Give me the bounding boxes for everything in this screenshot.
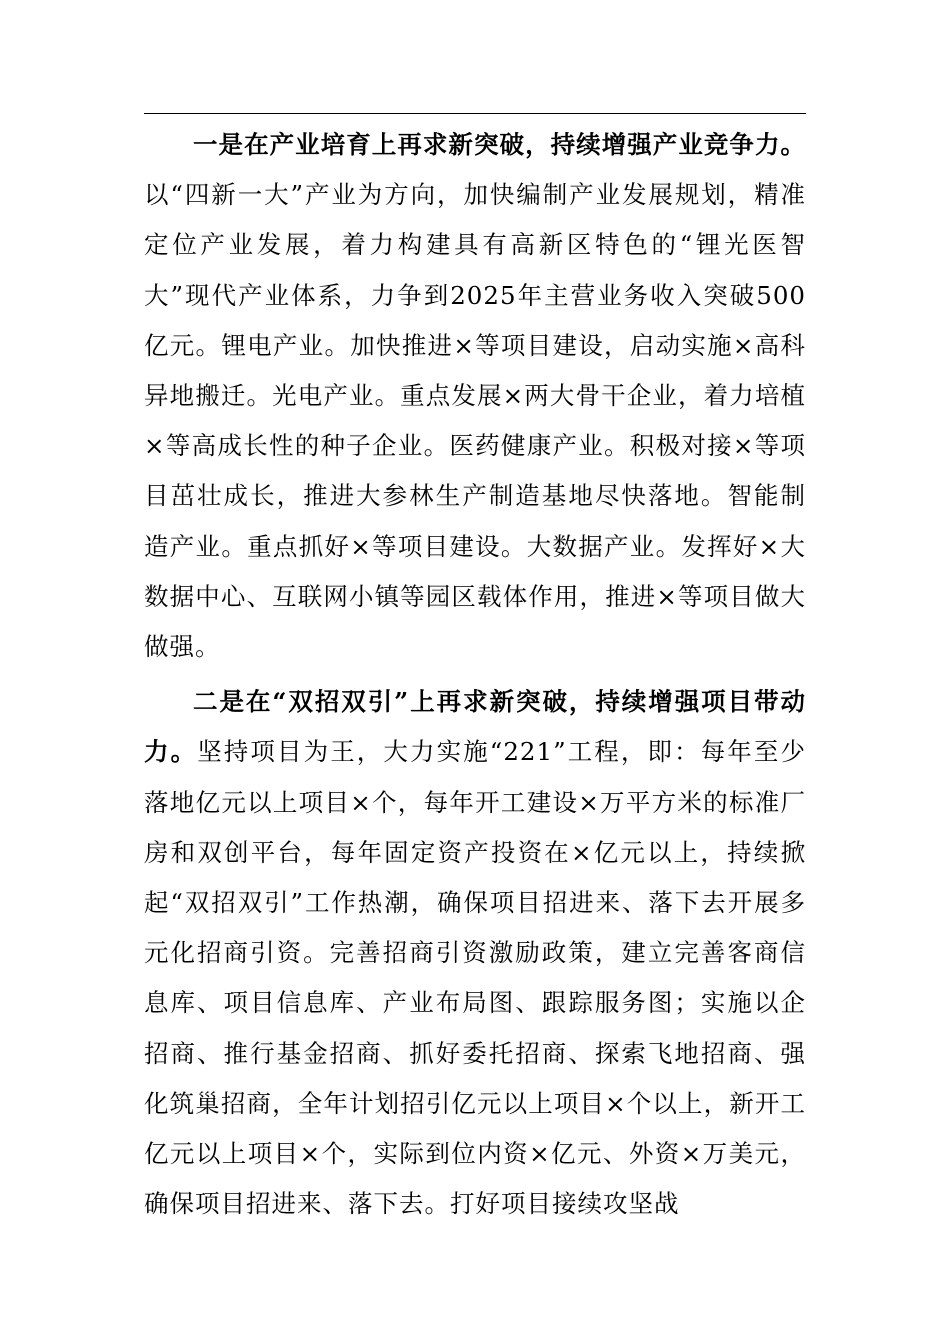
paragraph-text: 以“四新一大”产业为方向，加快编制产业发展规划，精准定位产业发展，着力构建具有高新区特色的“锂光医智大”现代产业体系，力争到2025年主营业务收入突破500亿元。锂电产业。加快推进×等项目建设，启动实施×高科异地搬迁。光电产业。重点发展×两大骨干企业，着力培植×等高成长性的种子企业。医药健康产业。积极对接×等项目茁壮成长，推进大参林生产制造基地尽快落地。智能制造产业。重点抓好×等项目建设。大数据产业。发挥好×大数据中心、互联网小镇等园区载体作用，推进×等项目做大做强。 [144, 180, 806, 662]
header-rule [144, 113, 806, 114]
paragraph-text: 坚持项目为王，大力实施“221”工程，即：每年至少落地亿元以上项目×个，每年开工建设×万平方米的标准厂房和双创平台，每年固定资产投资在×亿元以上，持续掀起“双招双引”工作热潮，确保项目招进来、落下去开展多元化招商引资。完善招商引资激励政策，建立完善客商信息库、项目信息库、产业布局图、跟踪服务图；实施以企招商、推行基金招商、抓好委托招商、探索飞地招商、强化筑巢招商，全年计划招引亿元以上项目×个以上，新开工亿元以上项目×个，实际到位内资×亿元、外资×万美元，确保项目招进来、落下去。打好项目接续攻坚战 [144, 737, 807, 1219]
paragraph-industry [144, 120, 806, 672]
paragraph-investment [144, 677, 806, 1229]
paragraph-lead: 一是在产业培育上再求新突破，持续增强产业竞争力。 [193, 130, 806, 159]
paragraph-lead: 二是在“双招双引”上再求新突破，持续增强项目带动力。 [144, 687, 806, 767]
document-body [144, 120, 806, 1234]
